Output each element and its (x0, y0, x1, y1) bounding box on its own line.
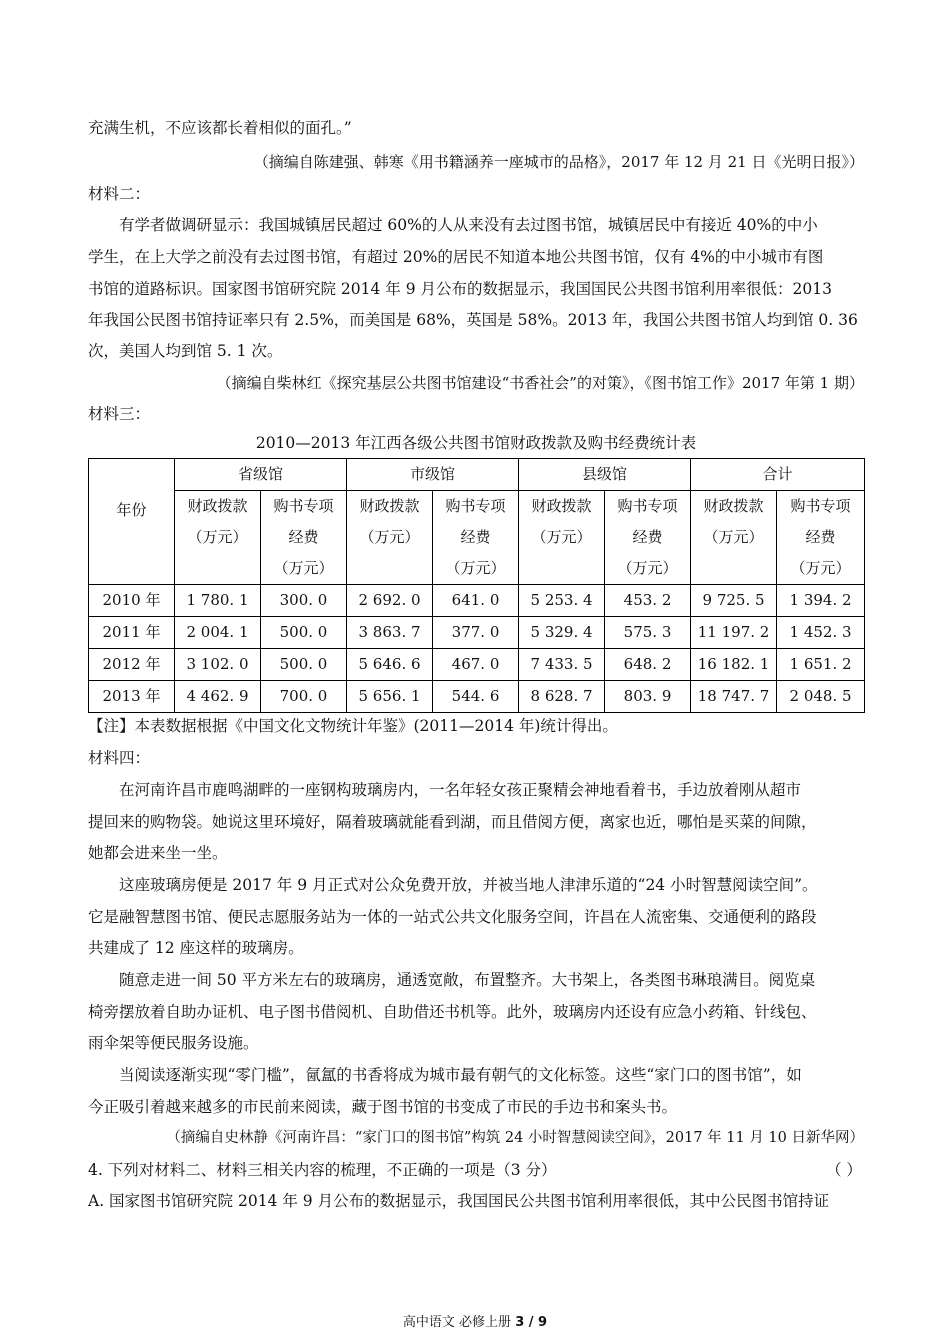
value-cell: 5 656. 1 (347, 681, 433, 713)
subheader-funding: 财政拨款 （万元） (691, 491, 777, 585)
value-cell: 5 646. 6 (347, 649, 433, 681)
footer-label: 高中语文 必修上册 (402, 1315, 516, 1330)
subheader-book-budget: 购书专项 经费 （万元） (605, 491, 691, 585)
paragraph-line: 当阅读逐渐实现“零门槛”，氤氲的书香将成为城市最有朝气的文化标签。这些“家门口的图书馆”，如 (119, 1066, 802, 1084)
group-header: 市级馆 (347, 459, 519, 491)
paragraph-line: 有学者做调研显示：我国城镇居民超过 60%的人从来没有去过图书馆，城镇居民中有接近 40%的中小 (119, 216, 818, 234)
value-cell: 803. 9 (605, 681, 691, 713)
value-cell: 467. 0 (433, 649, 519, 681)
value-cell: 2 048. 5 (777, 681, 865, 713)
year-cell: 2012 年 (89, 649, 175, 681)
paragraph-line: 这座玻璃房便是 2017 年 9 月正式对公众免费开放，并被当地人津津乐道的“24 小时智慧阅读空间”。 (119, 876, 818, 894)
table-row (89, 649, 865, 681)
value-cell: 641. 0 (433, 585, 519, 617)
paragraph-line: 今正吸引着越来越多的市民前来阅读，藏于图书馆的书变成了市民的手边书和案头书。 (88, 1098, 678, 1116)
paragraph-line: 雨伞架等便民服务设施。 (88, 1034, 259, 1052)
table-row (89, 585, 865, 617)
table-title: 2010—2013 年江西各级公共图书馆财政拨款及购书经费统计表 (255, 434, 697, 452)
paragraph-line: 随意走进一间 50 平方米左右的玻璃房，通透宽敞，布置整齐。大书架上，各类图书琳琅满目。阅览桌 (119, 971, 816, 989)
subheader-funding: 财政拨款 （万元） (347, 491, 433, 585)
page-footer (0, 1311, 950, 1330)
source-citation: （摘编自陈建强、韩寒《用书籍涵养一座城市的品格》，2017 年 12 月 21 日《光明日报》） (253, 153, 864, 171)
table-row (89, 681, 865, 713)
value-cell: 500. 0 (261, 617, 347, 649)
material-heading: 材料三： (88, 405, 151, 423)
paragraph-line: 次，美国人均到馆 5. 1 次。 (88, 342, 283, 360)
subheader-book-budget: 购书专项 经费 （万元） (433, 491, 519, 585)
question-stem: 4. 下列对材料二、材料三相关内容的梳理，不正确的一项是（3 分） (88, 1161, 557, 1179)
material-heading: 材料四： (88, 749, 151, 767)
value-cell: 1 651. 2 (777, 649, 865, 681)
paragraph-line: 共建成了 12 座这样的玻璃房。 (88, 939, 304, 957)
value-cell: 300. 0 (261, 585, 347, 617)
subheader-funding: 财政拨款 （万元） (175, 491, 261, 585)
value-cell: 18 747. 7 (691, 681, 777, 713)
value-cell: 2 692. 0 (347, 585, 433, 617)
value-cell: 544. 6 (433, 681, 519, 713)
paragraph-line: 在河南许昌市鹿鸣湖畔的一座钢构玻璃房内，一名年轻女孩正聚精会神地看着书，手边放着刚从超市 (119, 781, 802, 799)
value-cell: 7 433. 5 (519, 649, 605, 681)
value-cell: 1 452. 3 (777, 617, 865, 649)
paragraph-line: 提回来的购物袋。她说这里环境好，隔着玻璃就能看到湖，而且借阅方便，离家也近，哪怕是买菜的间隙， (88, 813, 817, 831)
value-cell: 8 628. 7 (519, 681, 605, 713)
value-cell: 11 197. 2 (691, 617, 777, 649)
paragraph-line: 她都会进来坐一坐。 (88, 844, 228, 862)
group-header: 合计 (691, 459, 865, 491)
value-cell: 1 780. 1 (175, 585, 261, 617)
paragraph-line: 书馆的道路标识。国家图书馆研究院 2014 年 9 月公布的数据显示，我国国民公共图书馆利用率很低：2013 (88, 280, 832, 298)
subheader-funding: 财政拨款 （万元） (519, 491, 605, 585)
value-cell: 1 394. 2 (777, 585, 865, 617)
value-cell: 5 329. 4 (519, 617, 605, 649)
source-citation: （摘编自史林静《河南许昌：“家门口的图书馆”构筑 24 小时智慧阅读空间》，2017 年 11 月 10 日新华网） (166, 1130, 864, 1146)
material-heading: 材料二： (88, 185, 151, 203)
group-header: 县级馆 (519, 459, 691, 491)
paragraph-line: 充满生机，不应该都长着相似的面孔。” (88, 119, 352, 137)
group-header: 省级馆 (175, 459, 347, 491)
paragraph-line: 它是融智慧图书馆、便民志愿服务站为一体的一站式公共文化服务空间，许昌在人流密集、交通便利的路段 (88, 908, 817, 926)
value-cell: 377. 0 (433, 617, 519, 649)
statistics-table (88, 458, 865, 713)
answer-blank[interactable]: （ ） (826, 1161, 862, 1179)
year-cell: 2010 年 (89, 585, 175, 617)
year-header: 年份 (89, 459, 175, 585)
paragraph-line: 椅旁摆放着自助办证机、电子图书借阅机、自助借还书机等。此外，玻璃房内还设有应急小药箱、针线包、 (88, 1003, 817, 1021)
value-cell: 453. 2 (605, 585, 691, 617)
subheader-book-budget: 购书专项 经费 （万元） (777, 491, 865, 585)
value-cell: 648. 2 (605, 649, 691, 681)
value-cell: 16 182. 1 (691, 649, 777, 681)
value-cell: 700. 0 (261, 681, 347, 713)
paragraph-line: 学生，在上大学之前没有去过图书馆，有超过 20%的居民不知道本地公共图书馆，仅有 4%的中小城市有图 (88, 248, 824, 266)
table-note: 【注】本表数据根据《中国文化文物统计年鉴》(2011—2014 年)统计得出。 (88, 717, 618, 735)
value-cell: 4 462. 9 (175, 681, 261, 713)
page-number: 3 / 9 (515, 1315, 548, 1330)
subheader-book-budget: 购书专项 经费 （万元） (261, 491, 347, 585)
value-cell: 500. 0 (261, 649, 347, 681)
paragraph-line: 年我国公民图书馆持证率只有 2.5%，而美国是 68%，英国是 58%。2013 年，我国公共图书馆人均到馆 0. 36 (88, 311, 858, 329)
year-cell: 2013 年 (89, 681, 175, 713)
table-row (89, 617, 865, 649)
option-a: A. 国家图书馆研究院 2014 年 9 月公布的数据显示，我国国民公共图书馆利用率很低，其中公民图书馆持证 (88, 1192, 830, 1210)
source-citation: （摘编自柴林红《探究基层公共图书馆建设“书香社会”的对策》，《图书馆工作》2017 年第 1 期） (216, 374, 864, 392)
value-cell: 575. 3 (605, 617, 691, 649)
value-cell: 5 253. 4 (519, 585, 605, 617)
value-cell: 3 863. 7 (347, 617, 433, 649)
value-cell: 2 004. 1 (175, 617, 261, 649)
value-cell: 3 102. 0 (175, 649, 261, 681)
value-cell: 9 725. 5 (691, 585, 777, 617)
year-cell: 2011 年 (89, 617, 175, 649)
